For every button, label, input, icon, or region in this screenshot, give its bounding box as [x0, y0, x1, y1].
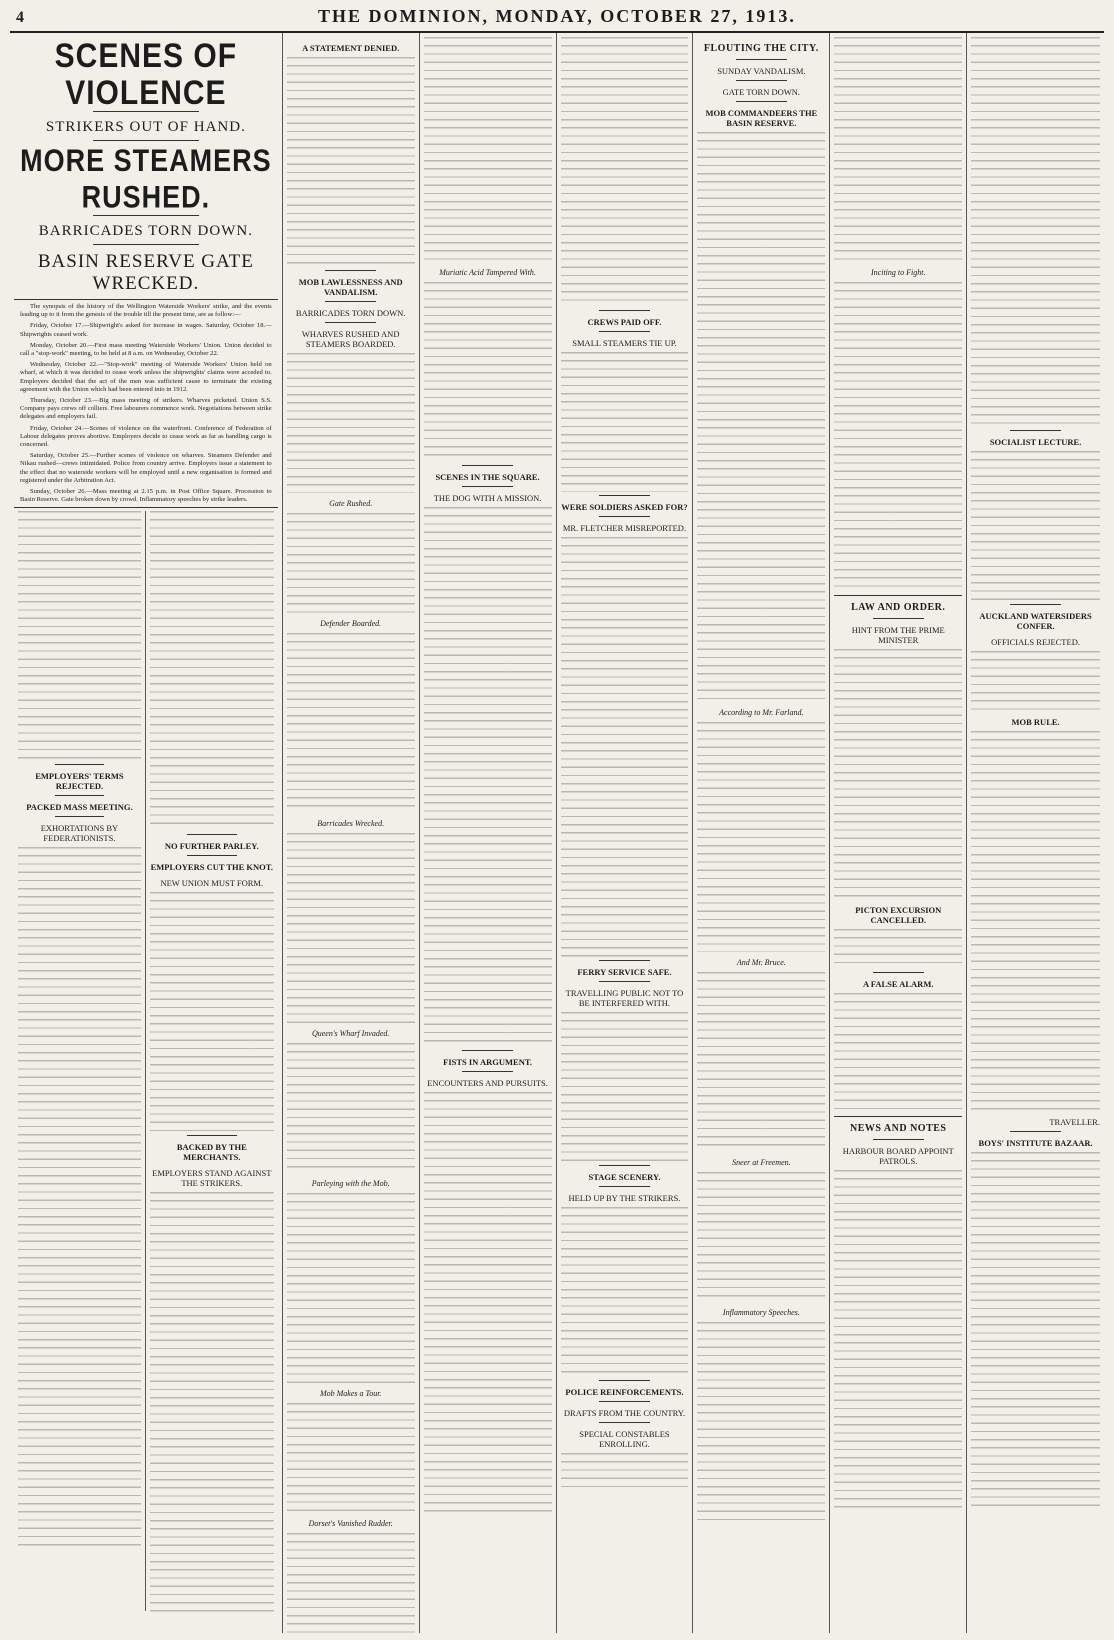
headline-police-reinforcements: POLICE REINFORCEMENTS. — [565, 1387, 684, 1397]
body-text — [971, 651, 1100, 711]
body-text — [287, 1403, 415, 1513]
headline-basin-reserve: BASIN RESERVE GATE WRECKED. — [37, 251, 254, 294]
headline-picton-excursion: PICTON EXCURSION CANCELLED. — [855, 905, 942, 925]
signature-traveller: TRAVELLER. — [1049, 1117, 1100, 1127]
body-text — [287, 1043, 415, 1173]
body-text — [150, 511, 274, 831]
body-text — [287, 833, 415, 1023]
body-text — [697, 972, 825, 1152]
synopsis-paragraph: Wednesday, October 22.—"Stop-work" meeting of Waterside Workers' Union held on wharf, at which it was decided to cease work unless the shipwrights' claims were acceded to. Employers decided that the act of the men was sufficient cause to terminate the existing agreement with the Union which had been entered into in 1912. — [20, 361, 272, 393]
body-text — [834, 993, 962, 1113]
headline-law-order: LAW AND ORDER. — [851, 602, 946, 613]
synopsis-paragraph: Saturday, October 25.—Further scenes of violence on wharves. Steamers Defender and Nikau rushed—crews intimidated. Police from country arrive. Employers issue a statement to the effect that no waterside workers will be employed until a new organisation is formed and registered under the Arbitration Act. — [20, 452, 272, 484]
paper-dateline: THE DOMINION, MONDAY, OCTOBER 27, 1913. — [318, 6, 796, 26]
body-text — [561, 537, 689, 957]
headline-fists: FISTS IN ARGUMENT. — [443, 1057, 532, 1067]
headline-officials-rejected: OFFICIALS REJECTED. — [991, 637, 1080, 647]
headline-packed-meeting: PACKED MASS MEETING. — [26, 802, 133, 813]
headline-drafts: DRAFTS FROM THE COUNTRY. — [563, 1408, 685, 1418]
body-text — [287, 633, 415, 813]
body-text — [424, 1092, 552, 1512]
headline-wharves-rushed: WHARVES RUSHED AND STEAMERS BOARDED. — [301, 329, 400, 349]
synopsis-paragraph: Thursday, October 23.—Big mass meeting of strikers. Wharves picketed. Union S.S. Company pays crews off colliers. Free labourers commence work. Negotiations between strike delegates and employers fail. — [20, 397, 272, 421]
body-text — [287, 57, 415, 267]
body-text — [971, 451, 1100, 601]
body-text — [18, 511, 141, 761]
headline-barricades: BARRICADES TORN DOWN. — [295, 308, 406, 318]
subhead-dorset-rudder: Dorset's Vanished Rudder. — [308, 1519, 393, 1528]
column-5 — [557, 33, 694, 1633]
synopsis-paragraph: Monday, October 20.—First mass meeting Waterside Workers' Union. Union decided to call a "stop-work" meeting, to be held at 8 a.m. on Wednesday, October 22. — [20, 341, 272, 358]
headline-scenes-of-violence: SCENES OF VIOLENCE — [54, 37, 238, 112]
masthead — [10, 4, 1104, 33]
subhead-inciting-fight: Inciting to Fight. — [871, 268, 926, 277]
headline-harbour-board: HARBOUR BOARD APPOINT PATROLS. — [842, 1146, 954, 1166]
subhead-gate-rushed: Gate Rushed. — [329, 499, 373, 508]
subhead-queens-wharf: Queen's Wharf Invaded. — [311, 1029, 390, 1038]
headline-auckland-watersiders: AUCKLAND WATERSIDERS CONFER. — [979, 611, 1092, 631]
column-7 — [830, 33, 967, 1633]
body-text — [561, 1012, 689, 1162]
body-text — [150, 1192, 274, 1612]
headline-scenes-square: SCENES IN THE SQUARE. — [435, 472, 540, 482]
synopsis-paragraph: Friday, October 17.—Shipwright's asked for increase in wages. Saturday, October 18.—Shipwrights ceased work. — [20, 322, 272, 338]
subhead-sneer-freemen: Sneer at Freemen. — [732, 1158, 791, 1167]
body-text — [561, 352, 689, 492]
body-text — [697, 1322, 825, 1522]
body-text — [971, 37, 1100, 427]
body-text — [287, 1533, 415, 1633]
headline-dog-mission: THE DOG WITH A MISSION. — [433, 493, 542, 503]
synopsis-paragraph: The synopsis of the history of the Wellington Waterside Workers' strike, and the events leading up to it from the genesis of the trouble till the present time, are as follow:— — [20, 303, 272, 319]
headline-fletcher: MR. FLETCHER MISREPORTED. — [562, 523, 687, 533]
body-text — [424, 507, 552, 1047]
headline-exhortations: EXHORTATIONS BY FEDERATIONISTS. — [40, 823, 119, 844]
lead-story — [10, 33, 283, 1633]
headline-statement-denied: A STATEMENT DENIED. — [302, 43, 400, 53]
body-text — [287, 513, 415, 613]
headline-employers-stand: EMPLOYERS STAND AGAINST THE STRIKERS. — [152, 1168, 272, 1189]
subhead-barricades-wrecked: Barricades Wrecked. — [317, 819, 385, 828]
body-text — [834, 649, 962, 899]
body-text — [697, 722, 825, 952]
headline-news-notes: NEWS AND NOTES — [850, 1123, 947, 1134]
body-text — [287, 353, 415, 493]
headline-employers-terms: EMPLOYERS' TERMS REJECTED. — [35, 771, 124, 792]
headline-no-further-parley: NO FURTHER PARLEY. — [164, 841, 259, 852]
subhead-muriatic-acid: Muriatic Acid Tampered With. — [439, 268, 536, 277]
headline-hint-prime-minister: HINT FROM THE PRIME MINISTER — [851, 625, 945, 645]
subhead-mr-bruce: And Mr. Bruce. — [736, 958, 786, 967]
headline-boys-institute: BOYS' INSTITUTE BAZAAR. — [978, 1138, 1093, 1148]
headline-strikers-out-of-hand: STRIKERS OUT OF HAND. — [45, 119, 246, 135]
body-text — [834, 282, 962, 592]
headline-employers-cut-knot: EMPLOYERS CUT THE KNOT. — [150, 862, 273, 873]
headline-mob-rule: MOB RULE. — [1011, 717, 1060, 727]
column-8 — [967, 33, 1104, 1633]
headline-stage-scenery: STAGE SCENERY. — [588, 1172, 661, 1182]
body-text — [561, 37, 689, 307]
body-text — [834, 929, 962, 969]
headline-soldiers: WERE SOLDIERS ASKED FOR? — [561, 502, 688, 512]
synopsis-paragraph: Sunday, October 26.—Mass meeting at 2.15 p.m. in Post Office Square. Procession to Basin Reserve. Gate broken down by crowd. Inflammatory speeches by strike leaders. — [20, 488, 272, 504]
body-text — [697, 1172, 825, 1302]
subhead-mob-tour: Mob Makes a Tour. — [319, 1389, 382, 1398]
body-text — [287, 1193, 415, 1383]
column-6 — [693, 33, 830, 1633]
subhead-defender-boarded: Defender Boarded. — [320, 619, 382, 628]
body-text — [971, 1152, 1100, 1512]
headline-false-alarm: A FALSE ALARM. — [863, 979, 934, 989]
headline-special-constables: SPECIAL CONSTABLES ENROLLING. — [579, 1429, 670, 1449]
headline-mob-lawlessness: MOB LAWLESSNESS AND VANDALISM. — [298, 277, 403, 297]
headline-travelling-public: TRAVELLING PUBLIC NOT TO BE INTERFERED WITH. — [565, 988, 684, 1008]
body-text — [971, 731, 1100, 1111]
headline-mob-commandeers: MOB COMMANDEERS THE BASIN RESERVE. — [705, 108, 818, 128]
column-3 — [283, 33, 420, 1633]
subhead-mr-farland: According to Mr. Farland. — [719, 708, 804, 717]
headline-more-steamers-rushed: MORE STEAMERS RUSHED. — [20, 143, 272, 215]
synopsis-paragraph: Friday, October 24.—Scenes of violence on the waterfront. Conference of Federation of Labour delegates proves abortive. Employers decide to cease work as far as handling cargo is concerned. — [20, 424, 272, 449]
page-number: 4 — [16, 9, 24, 26]
headline-gate-torn: GATE TORN DOWN. — [722, 87, 801, 97]
headline-socialist-lecture: SOCIALIST LECTURE. — [989, 437, 1082, 447]
headline-backed-by-merchants: BACKED BY THE MERCHANTS. — [176, 1142, 247, 1163]
body-text — [834, 1170, 962, 1510]
headline-held-up: HELD UP BY THE STRIKERS. — [568, 1193, 681, 1203]
headline-flouting-city: FLOUTING THE CITY. — [703, 43, 819, 54]
headline-barricades-torn-down: BARRICADES TORN DOWN. — [38, 223, 253, 239]
body-text — [561, 1207, 689, 1377]
headline-encounters: ENCOUNTERS AND PURSUITS. — [427, 1078, 548, 1088]
headline-sunday-vandalism: SUNDAY VANDALISM. — [717, 66, 806, 76]
subhead-inflammatory: Inflammatory Speeches. — [722, 1308, 800, 1317]
body-text — [697, 132, 825, 702]
body-text — [834, 37, 962, 262]
headline-small-steamers: SMALL STEAMERS TIE UP. — [572, 338, 677, 348]
headline-ferry: FERRY SERVICE SAFE. — [577, 967, 672, 977]
subhead-parleying: Parleying with the Mob. — [311, 1179, 390, 1188]
body-text — [18, 847, 141, 1547]
body-text — [561, 1453, 689, 1493]
body-text — [424, 37, 552, 262]
body-text — [150, 892, 274, 1132]
column-4 — [420, 33, 557, 1633]
strike-synopsis — [14, 303, 278, 504]
headline-crews-paid: CREWS PAID OFF. — [587, 317, 662, 327]
body-text — [424, 282, 552, 462]
headline-new-union: NEW UNION MUST FORM. — [160, 878, 264, 889]
